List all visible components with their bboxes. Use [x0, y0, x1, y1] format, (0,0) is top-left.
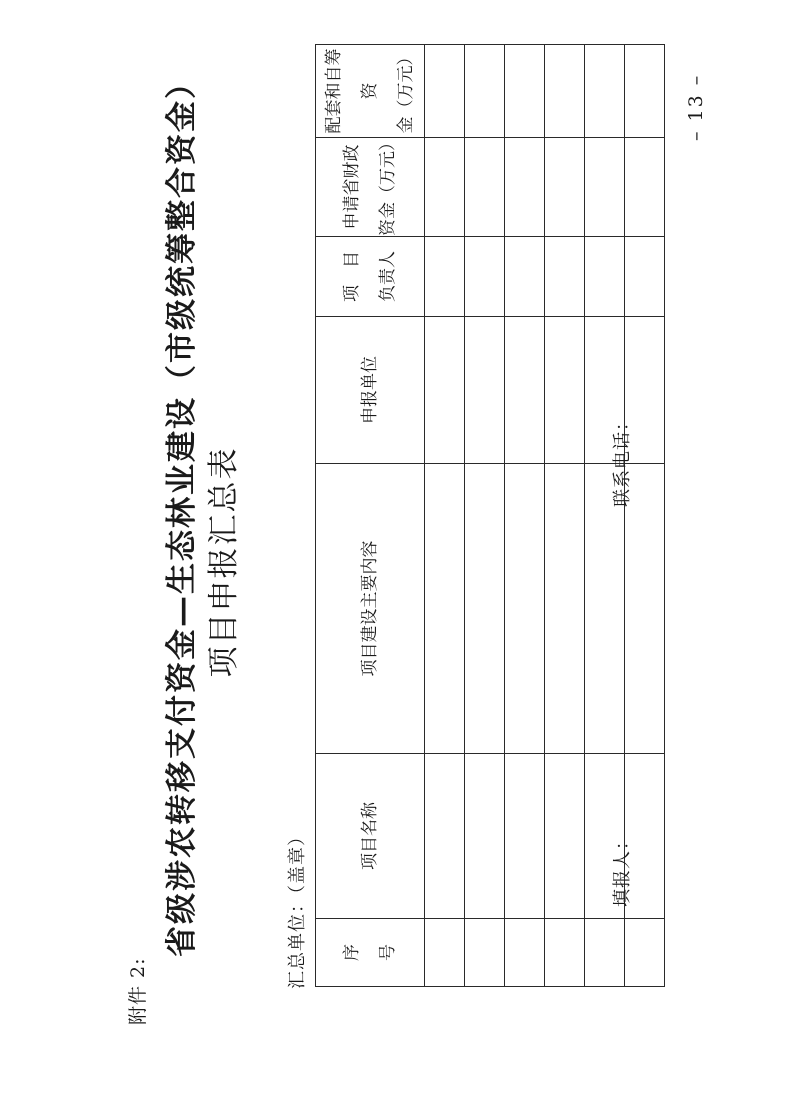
summary-unit-label: 汇总单位：（盖章）: [287, 827, 308, 989]
table-cell: [465, 45, 505, 138]
table-cell: [545, 317, 585, 464]
table-cell: [465, 138, 505, 237]
table-cell: [505, 317, 545, 464]
table-cell: [425, 317, 465, 464]
table-cell: [585, 464, 625, 754]
annex-label: 附件 2:: [127, 957, 149, 1025]
table-cell: [465, 317, 505, 464]
table-cell: [585, 45, 625, 138]
table-cell: [585, 237, 625, 317]
table-cell: [625, 464, 665, 754]
header-provincial-funds: 申请省财政 资金（万元）: [316, 138, 425, 237]
table-cell: [505, 919, 545, 987]
page-number: – 13 –: [685, 73, 707, 141]
header-project-name: 项目名称: [316, 754, 425, 919]
table-cell: [465, 237, 505, 317]
table-cell: [425, 45, 465, 138]
table-cell: [505, 754, 545, 919]
table-cell: [625, 237, 665, 317]
table-cell: [585, 919, 625, 987]
table-cell: [545, 919, 585, 987]
contact-phone-label: 联系电话：: [612, 412, 633, 507]
table-cell: [545, 138, 585, 237]
table-cell: [465, 919, 505, 987]
table-cell: [505, 138, 545, 237]
header-seq: 序 号: [316, 919, 425, 987]
filler-label: 填报人：: [612, 831, 633, 907]
table-cell: [625, 45, 665, 138]
table-cell: [425, 754, 465, 919]
table-cell: [425, 919, 465, 987]
table-row: [425, 45, 465, 987]
table-cell: [545, 237, 585, 317]
table-cell: [505, 464, 545, 754]
document-title: 省级涉农转移支付资金—生态林业建设（市级统筹整合资金）: [164, 66, 200, 957]
table-cell: [545, 464, 585, 754]
table-cell: [585, 138, 625, 237]
header-matching-funds: 配套和自筹资 金（万元）: [316, 45, 425, 138]
table-cell: [425, 464, 465, 754]
table-row: [545, 45, 585, 987]
table-cell: [545, 45, 585, 138]
table-header-row: [316, 45, 425, 987]
header-project-leader: 项 目 负责人: [316, 237, 425, 317]
table-cell: [425, 138, 465, 237]
document-subtitle: 项目申报汇总表: [206, 446, 242, 678]
table-cell: [465, 464, 505, 754]
table-row: [505, 45, 545, 987]
table-cell: [425, 237, 465, 317]
table-cell: [625, 138, 665, 237]
table-cell: [625, 919, 665, 987]
table-cell: [465, 754, 505, 919]
header-applicant-unit: 申报单位: [316, 317, 425, 464]
table-row: [465, 45, 505, 987]
header-construction-content: 项目建设主要内容: [316, 464, 425, 754]
table-cell: [545, 754, 585, 919]
table-cell: [505, 45, 545, 138]
table-cell: [505, 237, 545, 317]
